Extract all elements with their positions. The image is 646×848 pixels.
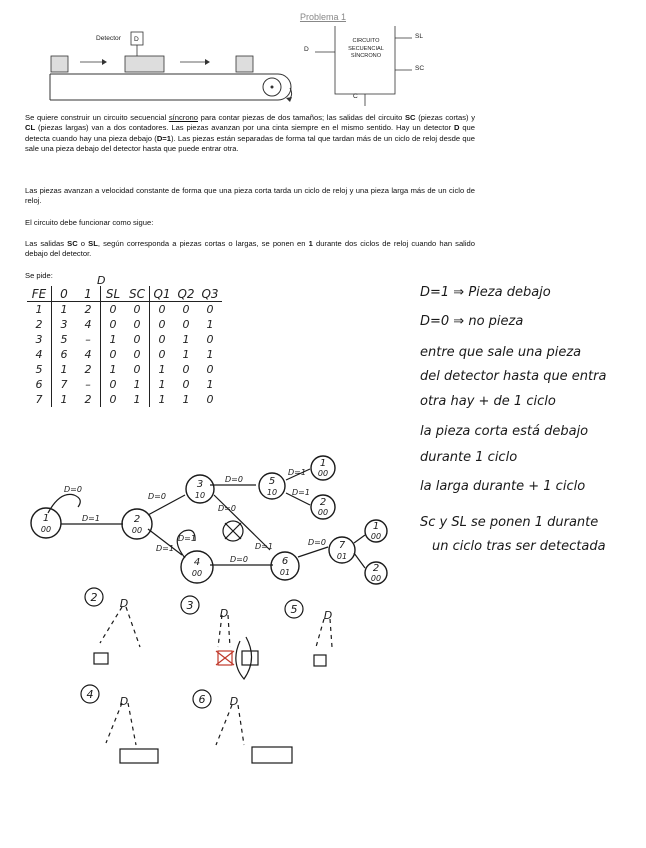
table-row xyxy=(27,392,222,407)
transition-label: D=0 xyxy=(308,538,326,547)
table-cell: 1 xyxy=(60,393,68,406)
state-output: 00 xyxy=(317,508,329,517)
transition-label: D=1 xyxy=(292,488,310,497)
sketch-d-letter: D xyxy=(119,695,129,708)
table-d-label: D xyxy=(97,274,106,287)
table-row xyxy=(27,317,222,332)
state-output: 00 xyxy=(40,525,52,534)
table-cell: 1 xyxy=(27,302,52,318)
transition-label: D=0 xyxy=(230,555,248,564)
state-id: 7 xyxy=(338,540,346,551)
table-cell: 0 xyxy=(109,378,117,391)
table-cell: 6 xyxy=(60,348,68,361)
sketch-d-letter: D xyxy=(119,597,129,610)
paragraph-1: Se quiere construir un circuito secuencial síncrono para contar piezas de dos tamaños; las salidas del circuito SC (piezas cortas) y CL (piezas largas) van a dos contadores. Las piezas avanzan por una cinta siempre en el mismo sentido. Hay un detector D que detecta cuando hay una pieza debajo (D=1). Las piezas están separadas de forma tal que tardan más de un ciclo de reloj desde que sale una pieza debajo del detector hasta que puede entrar otra. xyxy=(25,113,476,154)
note-line: la pieza corta está debajo xyxy=(420,424,589,439)
table-row xyxy=(27,377,222,392)
paragraph-2: Las piezas avanzan a velocidad constante de forma que una pieza corta tarda un ciclo de reloj y una pieza larga más de un ciclo de reloj. xyxy=(25,186,475,206)
table-cell: 1 xyxy=(182,348,190,361)
transition-label: D=1 xyxy=(288,468,306,477)
table-cell: 2 xyxy=(27,317,52,332)
table-cell: 0 xyxy=(182,378,190,391)
state-output: 00 xyxy=(370,574,382,583)
state-id: 4 xyxy=(193,557,201,568)
sketch-d-letter: D xyxy=(219,607,229,620)
header-cell: Q1 xyxy=(150,286,175,302)
piece-short xyxy=(51,56,68,72)
sketch-number: 5 xyxy=(290,603,298,616)
note-line: durante 1 ciclo xyxy=(420,450,518,465)
table-cell: 3 xyxy=(27,332,52,347)
piece-long xyxy=(125,56,164,72)
table-cell: 0 xyxy=(125,347,150,362)
state-id: 2 xyxy=(133,514,141,525)
table-cell: 1 xyxy=(158,393,166,406)
transition-label: D=0 xyxy=(148,492,166,501)
page-title: Problema 1 xyxy=(299,12,347,22)
header-cell: 0 xyxy=(52,286,77,302)
transition-label: D=1 xyxy=(156,544,174,553)
table-cell: 1 xyxy=(109,333,117,346)
input-label: D xyxy=(304,46,309,53)
header-cell: SC xyxy=(125,286,150,302)
note-line: D=1 ⇒ Pieza debajo xyxy=(420,285,551,300)
table-cell: 7 xyxy=(60,378,68,391)
note-line: otra hay + de 1 ciclo xyxy=(420,394,556,409)
table-cell: 1 xyxy=(60,303,68,316)
transition-label: D=0 xyxy=(218,504,236,513)
table-cell: 2 xyxy=(76,392,101,407)
header-cell: SL xyxy=(101,286,126,302)
table-cell: 0 xyxy=(125,317,150,332)
header-cell: FE xyxy=(27,286,52,302)
transition-label: D=0 xyxy=(225,475,243,484)
state-output: 01 xyxy=(336,552,348,561)
table-cell: 0 xyxy=(182,303,190,316)
header-cell: Q2 xyxy=(174,286,198,302)
table-header-row xyxy=(27,286,222,302)
table-row xyxy=(27,362,222,377)
table-cell: 5 xyxy=(60,333,68,346)
state-id: 1 xyxy=(42,513,50,524)
output-sc-label: SC xyxy=(415,65,425,72)
table-cell: 2 xyxy=(76,302,101,318)
se-pide-label: Se pide: xyxy=(25,271,53,280)
state-output: 10 xyxy=(266,488,278,497)
table-cell: 1 xyxy=(158,378,166,391)
table-cell: 0 xyxy=(158,333,166,346)
detector-sketches xyxy=(80,585,360,775)
detector-label: Detector xyxy=(96,35,121,42)
sketch-number: 4 xyxy=(86,688,94,701)
table-cell: 0 xyxy=(125,302,150,318)
note-line: del detector hasta que entra xyxy=(420,369,607,384)
table-cell: – xyxy=(76,377,101,392)
table-cell: 1 xyxy=(206,348,214,361)
state-id: 2 xyxy=(372,563,380,574)
table-cell: 0 xyxy=(158,303,166,316)
table-cell: 0 xyxy=(206,303,214,316)
table-cell: 1 xyxy=(206,378,214,391)
table-cell: 1 xyxy=(60,363,68,376)
sketch-number: 3 xyxy=(186,599,194,612)
table-cell: 0 xyxy=(182,363,190,376)
table-row xyxy=(27,302,222,318)
sketch-number: 2 xyxy=(90,591,98,604)
header-cell: Q3 xyxy=(198,286,222,302)
table-cell: 0 xyxy=(158,318,166,331)
table-cell: 4 xyxy=(76,317,101,332)
table-cell: – xyxy=(76,332,101,347)
transition-label: D=1 xyxy=(82,514,100,523)
state-id: 6 xyxy=(281,556,289,567)
sketch-d-letter: D xyxy=(323,609,333,622)
sketch-d-letter: D xyxy=(229,695,239,708)
output-sl-label: SL xyxy=(415,33,424,40)
table-cell: 3 xyxy=(60,318,68,331)
table-cell: 0 xyxy=(206,333,214,346)
table-cell: 2 xyxy=(76,362,101,377)
state-output: 00 xyxy=(131,526,143,535)
transition-label: D=1 xyxy=(178,534,196,543)
state-diagram xyxy=(20,455,400,590)
state-output: 00 xyxy=(317,469,329,478)
piece-short xyxy=(236,56,253,72)
paragraph-3: El circuito debe funcionar como sigue: xyxy=(25,218,154,227)
transition-label: D=1 xyxy=(255,542,273,551)
circuit-block-text: CIRCUITO SECUENCIAL SÍNCRONO xyxy=(348,38,384,59)
state-output: 00 xyxy=(370,532,382,541)
state-output: 01 xyxy=(279,568,291,577)
clock-label: C xyxy=(353,93,358,100)
table-cell: 1 xyxy=(125,377,150,392)
table-cell: 7 xyxy=(27,392,52,407)
state-output: 10 xyxy=(194,491,206,500)
table-cell: 4 xyxy=(76,347,101,362)
table-cell: 0 xyxy=(206,393,214,406)
table-row xyxy=(27,347,222,362)
detector-letter: D xyxy=(134,36,139,43)
table-cell: 4 xyxy=(27,347,52,362)
table-cell: 1 xyxy=(158,363,166,376)
state-id: 1 xyxy=(372,521,380,532)
paragraph-4: Las salidas SC o SL, según corresponda a piezas cortas o largas, se ponen en 1 durante dos ciclos de reloj cuando han salido debajo del detector. xyxy=(25,239,475,259)
table-cell: 1 xyxy=(206,318,214,331)
table-cell: 0 xyxy=(182,318,190,331)
transition-label: D=0 xyxy=(64,485,82,494)
table-cell: 0 xyxy=(109,303,117,316)
state-id: 3 xyxy=(196,479,204,490)
table-cell: 0 xyxy=(206,363,214,376)
table-cell: 1 xyxy=(182,333,190,346)
table-cell: 5 xyxy=(27,362,52,377)
state-table xyxy=(27,286,222,407)
note-line: un ciclo tras ser detectada xyxy=(432,539,606,554)
sketch-number: 6 xyxy=(198,693,206,706)
note-line: entre que sale una pieza xyxy=(420,345,582,360)
table-cell: 0 xyxy=(109,393,117,406)
state-id: 1 xyxy=(319,458,327,469)
table-cell: 1 xyxy=(109,363,117,376)
table-cell: 0 xyxy=(125,362,150,377)
note-line: Sc y SL se ponen 1 durante xyxy=(420,515,599,530)
table-cell: 1 xyxy=(182,393,190,406)
table-row xyxy=(27,332,222,347)
table-cell: 0 xyxy=(125,332,150,347)
table-cell: 0 xyxy=(158,348,166,361)
state-output: 00 xyxy=(191,569,203,578)
state-id: 5 xyxy=(268,476,276,487)
note-line: la larga durante + 1 ciclo xyxy=(420,479,586,494)
table-cell: 6 xyxy=(27,377,52,392)
table-cell: 0 xyxy=(109,318,117,331)
table-cell: 0 xyxy=(109,348,117,361)
table-cell: 1 xyxy=(125,392,150,407)
note-line: D=0 ⇒ no pieza xyxy=(420,314,524,329)
header-cell: 1 xyxy=(76,286,101,302)
state-id: 2 xyxy=(319,497,327,508)
